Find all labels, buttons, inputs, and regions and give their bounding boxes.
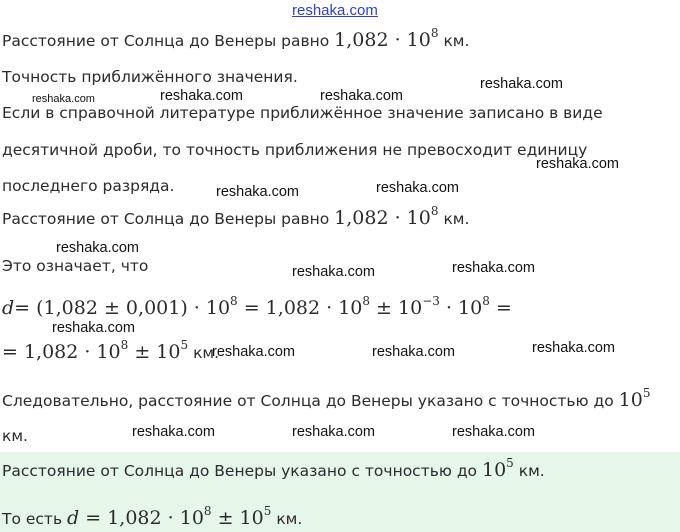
paragraph-rule-2: десятичной дроби, то точность приближения не превосходит единицу <box>2 141 588 159</box>
exp: 5 <box>180 338 189 352</box>
heading-accuracy: Точность приближённого значения. <box>2 68 298 86</box>
answer-text <box>2 456 545 481</box>
eq-part: ± 10 <box>370 297 423 319</box>
eq-part: = (1,082 ± 0,001) · 10 <box>14 297 231 319</box>
unit: км. <box>518 462 545 480</box>
paragraph-conclusion-unit: км. <box>2 427 28 445</box>
watermark: reshaka.com <box>132 424 216 440</box>
math-base: 1,082 · 10 <box>334 207 431 229</box>
eq-part: ± 10 <box>128 341 181 363</box>
text: Расстояние от Солнца до Венеры указано с точностью до <box>2 462 478 480</box>
watermark: reshaka.com <box>532 340 616 356</box>
var-d: d <box>67 507 80 529</box>
text: То есть <box>2 510 63 528</box>
paragraph-distance <box>2 26 470 51</box>
watermark: reshaka.com <box>212 344 296 360</box>
math-base: 1,082 · 10 <box>334 29 431 51</box>
unit: км. <box>443 32 470 50</box>
exp: 8 <box>362 294 371 308</box>
math <box>67 504 272 529</box>
math <box>481 456 514 481</box>
exp: 8 <box>482 294 490 308</box>
text: Расстояние от Солнца до Венеры равно <box>2 210 330 228</box>
text: Расстояние от Солнца до Венеры равно <box>2 32 330 50</box>
exp: 8 <box>120 338 129 352</box>
exp: 8 <box>230 294 238 308</box>
equation-1 <box>2 294 512 319</box>
eq-part: = 1,082 · 10 <box>237 297 363 319</box>
unit: км. <box>443 210 470 228</box>
watermark: reshaka.com <box>480 76 564 92</box>
paragraph-means: Это означает, что <box>2 257 149 275</box>
watermark: reshaka.com <box>452 260 536 276</box>
math <box>618 386 651 411</box>
exp: 8 <box>203 504 212 518</box>
eq-part: = <box>489 297 512 319</box>
answer-formula <box>2 504 303 529</box>
math <box>2 338 189 363</box>
watermark: reshaka.com <box>536 156 620 172</box>
math-exp: 8 <box>430 204 439 218</box>
watermark: reshaka.com <box>372 344 456 360</box>
var-d: d <box>2 297 15 319</box>
watermark: reshaka.com <box>56 240 140 256</box>
paragraph-distance-2 <box>2 204 470 229</box>
unit: км. <box>276 510 303 528</box>
text: Следовательно, расстояние от Солнца до Венеры указано с точностью до <box>2 392 614 410</box>
watermark: reshaka.com <box>320 88 404 104</box>
paragraph-rule-1: Если в справочной литературе приближённое значение записано в виде <box>2 104 603 122</box>
math-base: 10 <box>618 389 643 411</box>
eq-part: = 1,082 · 10 <box>79 507 204 529</box>
paragraph-rule-3: последнего разряда. <box>2 177 175 195</box>
math-base: 10 <box>481 459 507 481</box>
exp: −3 <box>422 294 440 308</box>
equation-2 <box>2 338 220 363</box>
watermark: reshaka.com <box>292 424 376 440</box>
watermark: reshaka.com <box>32 93 95 105</box>
watermark-top[interactable]: reshaka.com <box>292 2 378 19</box>
math-exp: 8 <box>430 26 439 40</box>
watermark: reshaka.com <box>52 320 136 336</box>
math <box>334 204 439 229</box>
unit: км. <box>193 344 220 362</box>
eq-part: · 10 <box>439 297 483 319</box>
math-exp: 5 <box>642 386 651 400</box>
watermark: reshaka.com <box>292 264 376 280</box>
watermark: reshaka.com <box>160 88 244 104</box>
watermark: reshaka.com <box>452 424 536 440</box>
eq-part: ± 10 <box>211 507 264 529</box>
math <box>334 26 439 51</box>
watermark: reshaka.com <box>376 180 460 196</box>
math-exp: 5 <box>506 456 514 470</box>
paragraph-conclusion <box>2 386 651 411</box>
eq-part: = 1,082 · 10 <box>2 341 121 363</box>
watermark: reshaka.com <box>216 184 300 200</box>
exp: 5 <box>263 504 272 518</box>
